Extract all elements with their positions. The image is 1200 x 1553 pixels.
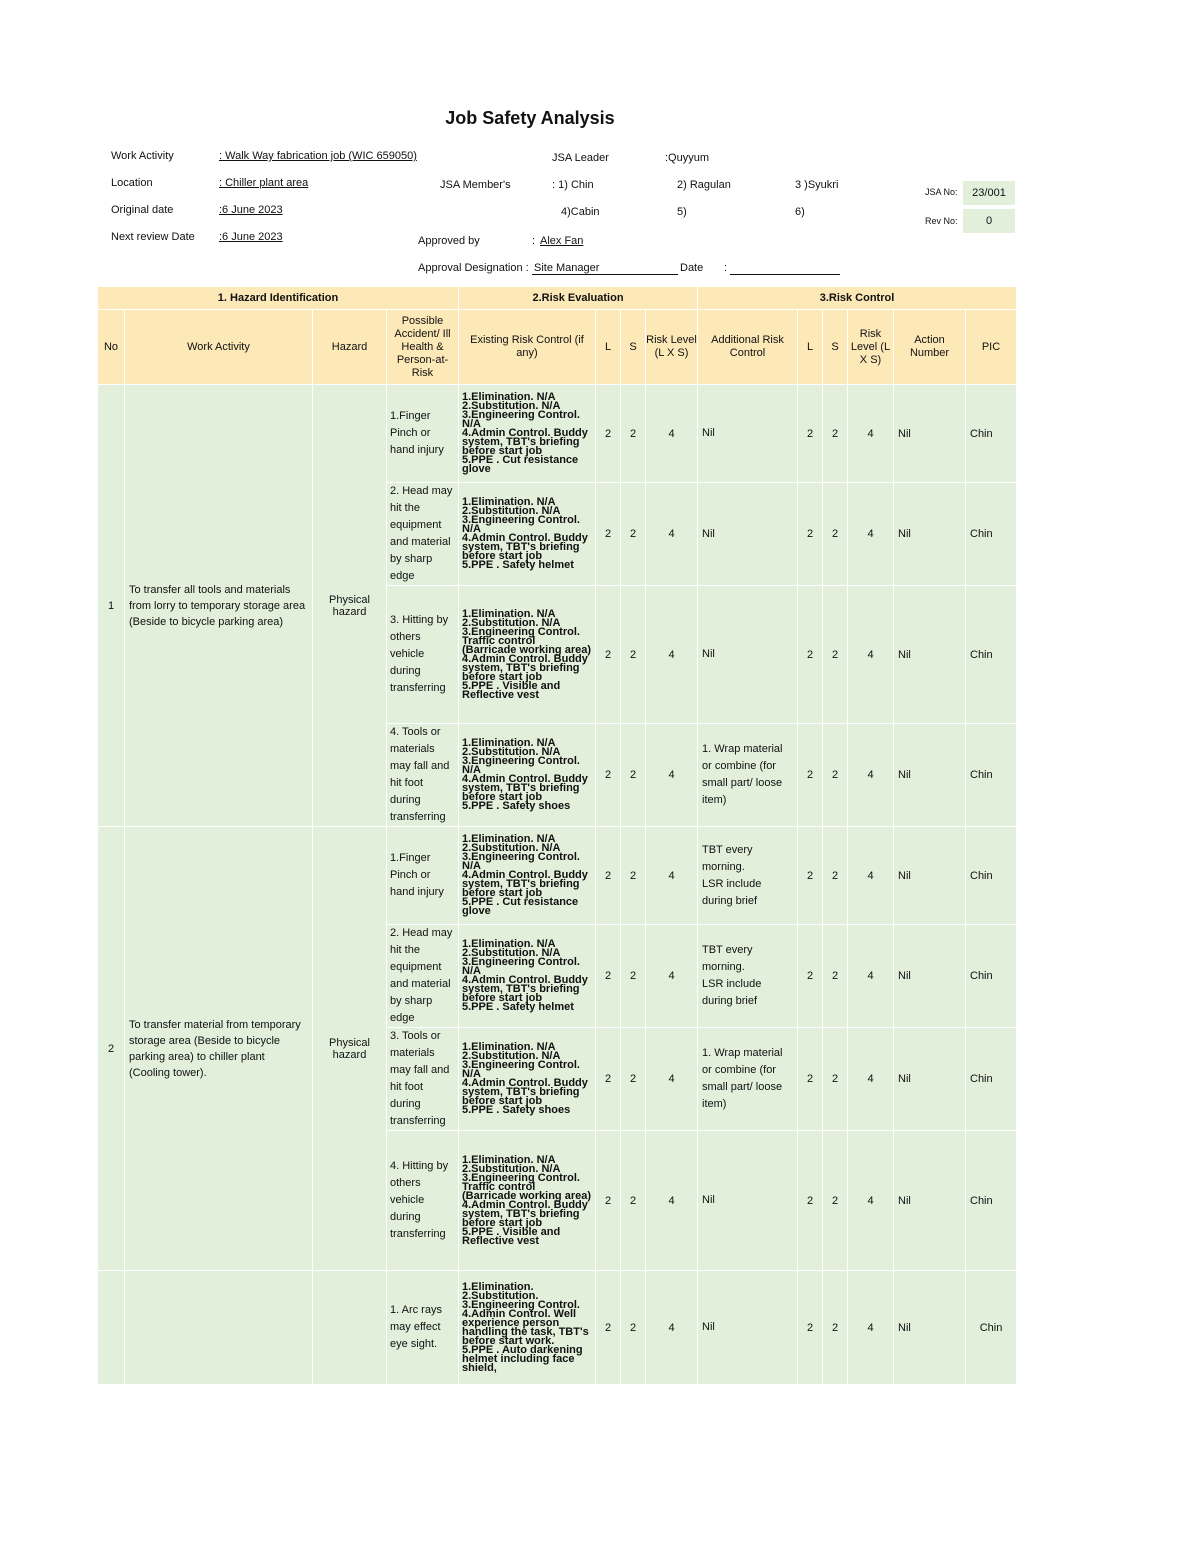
- likelihood-after-cell: 2: [798, 925, 823, 1028]
- likelihood-cell: 2: [596, 925, 621, 1028]
- jsa-no-value: 23/001: [963, 181, 1015, 205]
- possible-accident-cell: 2. Head may hit the equipment and material by sharp edge: [387, 483, 459, 586]
- col-header-l2: L: [798, 310, 823, 385]
- approved-by-value: Alex Fan: [540, 235, 584, 247]
- original-date-value: :6 June 2023: [219, 204, 283, 216]
- likelihood-cell: 2: [596, 827, 621, 925]
- jsa-leader-value: :Quyyum: [665, 152, 710, 164]
- member-4: 4)Cabin: [561, 206, 600, 218]
- risk-level-cell: 4: [646, 1028, 698, 1131]
- additional-control-cell: TBT every morning. LSR include during brief: [698, 925, 798, 1028]
- severity-cell: 2: [621, 827, 646, 925]
- pic-cell: Chin: [966, 827, 1017, 925]
- row-number: 2: [98, 827, 125, 1271]
- pic-cell: Chin: [966, 586, 1017, 724]
- col-header-possible-accident: Possible Accident/ Ill Health & Person-at-Risk: [387, 310, 459, 385]
- possible-accident-cell: 2. Head may hit the equipment and material by sharp edge: [387, 925, 459, 1028]
- work-activity-label: Work Activity: [111, 150, 174, 162]
- col-header-existing-control: Existing Risk Control (if any): [459, 310, 596, 385]
- risk-level-cell: 4: [646, 1131, 698, 1271]
- col-header-s2: S: [823, 310, 848, 385]
- action-number-cell: Nil: [894, 385, 966, 483]
- page-title: Job Safety Analysis: [445, 108, 615, 128]
- next-review-label: Next review Date: [111, 231, 195, 243]
- action-number-cell: Nil: [894, 724, 966, 827]
- severity-after-cell: 2: [823, 1271, 848, 1385]
- risk-level-after-cell: 4: [848, 483, 894, 586]
- severity-cell: 2: [621, 1271, 646, 1385]
- likelihood-after-cell: 2: [798, 724, 823, 827]
- action-number-cell: Nil: [894, 925, 966, 1028]
- member-5: 5): [677, 206, 687, 218]
- col-header-risk-level2: Risk Level (L X S): [848, 310, 894, 385]
- severity-after-cell: 2: [823, 586, 848, 724]
- severity-after-cell: 2: [823, 827, 848, 925]
- additional-control-cell: 1. Wrap material or combine (for small part/ loose item): [698, 724, 798, 827]
- risk-level-cell: 4: [646, 586, 698, 724]
- severity-after-cell: 2: [823, 1028, 848, 1131]
- pic-cell: Chin: [966, 925, 1017, 1028]
- risk-level-after-cell: 4: [848, 724, 894, 827]
- additional-control-cell: Nil: [698, 1131, 798, 1271]
- col-header-no: No: [98, 310, 125, 385]
- section-risk-evaluation: 2.Risk Evaluation: [459, 287, 698, 310]
- possible-accident-cell: 1.Finger Pinch or hand injury: [387, 385, 459, 483]
- severity-cell: 2: [621, 1131, 646, 1271]
- approved-by-label: Approved by: [418, 235, 480, 247]
- additional-control-cell: TBT every morning. LSR include during brief: [698, 827, 798, 925]
- col-header-additional-control: Additional Risk Control: [698, 310, 798, 385]
- approved-by-colon: :: [532, 235, 536, 247]
- likelihood-cell: 2: [596, 586, 621, 724]
- table-row: [98, 827, 1017, 925]
- severity-cell: 2: [621, 385, 646, 483]
- existing-control-cell: 1.Elimination. N/A 2.Substitution. N/A 3.Engineering Control. N/A 4.Admin Control. Buddy system, TBT's briefing before start job 5.PPE . Cut resistance glove: [459, 827, 596, 925]
- severity-after-cell: 2: [823, 385, 848, 483]
- action-number-cell: Nil: [894, 1131, 966, 1271]
- jsa-table: [97, 286, 1017, 1385]
- risk-level-after-cell: 4: [848, 925, 894, 1028]
- hazard-cell: [313, 1271, 387, 1385]
- possible-accident-cell: 3. Tools or materials may fall and hit foot during transferring: [387, 1028, 459, 1131]
- likelihood-after-cell: 2: [798, 483, 823, 586]
- additional-control-cell: Nil: [698, 385, 798, 483]
- existing-control-cell: 1.Elimination. N/A 2.Substitution. N/A 3.Engineering Control. N/A 4.Admin Control. Buddy system, TBT's briefing before start job 5.PPE . Safety shoes: [459, 724, 596, 827]
- col-header-hazard: Hazard: [313, 310, 387, 385]
- severity-after-cell: 2: [823, 1131, 848, 1271]
- risk-level-after-cell: 4: [848, 1131, 894, 1271]
- risk-level-after-cell: 4: [848, 385, 894, 483]
- col-header-risk-level: Risk Level (L X S): [646, 310, 698, 385]
- work-activity-cell: To transfer material from temporary storage area (Beside to bicycle parking area) to chiller plant (Cooling tower).: [125, 827, 313, 1271]
- rev-no-label: Rev No:: [925, 216, 958, 226]
- action-number-cell: Nil: [894, 1271, 966, 1385]
- existing-control-cell: 1.Elimination. N/A 2.Substitution. N/A 3.Engineering Control. Traffic control (Barricade working area) 4.Admin Control. Buddy system, TBT's briefing before start job 5.PPE . Visible and Reflective vest: [459, 1131, 596, 1271]
- pic-cell: Chin: [966, 1131, 1017, 1271]
- likelihood-after-cell: 2: [798, 1131, 823, 1271]
- approval-designation-value: Site Manager: [534, 262, 600, 274]
- severity-cell: 2: [621, 1028, 646, 1131]
- location-value: : Chiller plant area: [219, 177, 309, 189]
- member-2: 2) Ragulan: [677, 179, 731, 191]
- section-risk-control: 3.Risk Control: [698, 287, 1017, 310]
- possible-accident-cell: 4. Tools or materials may fall and hit foot during transferring: [387, 724, 459, 827]
- existing-control-cell: 1.Elimination. N/A 2.Substitution. N/A 3.Engineering Control. Traffic control (Barricade working area) 4.Admin Control. Buddy system, TBT's briefing before start job 5.PPE . Visible and Reflective vest: [459, 586, 596, 724]
- approval-designation-line: [532, 274, 678, 275]
- likelihood-after-cell: 2: [798, 1028, 823, 1131]
- severity-after-cell: 2: [823, 925, 848, 1028]
- additional-control-cell: Nil: [698, 483, 798, 586]
- additional-control-cell: Nil: [698, 1271, 798, 1385]
- existing-control-cell: 1.Elimination. N/A 2.Substitution. N/A 3.Engineering Control. N/A 4.Admin Control. Buddy system, TBT's briefing before start job 5.PPE . Safety shoes: [459, 1028, 596, 1131]
- likelihood-after-cell: 2: [798, 586, 823, 724]
- possible-accident-cell: 1. Arc rays may effect eye sight.: [387, 1271, 459, 1385]
- col-header-l: L: [596, 310, 621, 385]
- additional-control-cell: 1. Wrap material or combine (for small part/ loose item): [698, 1028, 798, 1131]
- work-activity-value: : Walk Way fabrication job (WIC 659050): [219, 150, 417, 162]
- member-3: 3 )Syukri: [795, 179, 839, 191]
- severity-after-cell: 2: [823, 724, 848, 827]
- hazard-cell: Physical hazard: [313, 385, 387, 827]
- likelihood-after-cell: 2: [798, 827, 823, 925]
- col-header-action-number: Action Number: [894, 310, 966, 385]
- member-6: 6): [795, 206, 805, 218]
- risk-level-after-cell: 4: [848, 1271, 894, 1385]
- jsa-no-label: JSA No:: [925, 187, 958, 197]
- next-review-value: :6 June 2023: [219, 231, 283, 243]
- likelihood-cell: 2: [596, 483, 621, 586]
- possible-accident-cell: 4. Hitting by others vehicle during transferring: [387, 1131, 459, 1271]
- hazard-cell: Physical hazard: [313, 827, 387, 1271]
- likelihood-cell: 2: [596, 385, 621, 483]
- section-hazard-identification: 1. Hazard Identification: [98, 287, 459, 310]
- risk-level-cell: 4: [646, 1271, 698, 1385]
- risk-level-cell: 4: [646, 385, 698, 483]
- member-1: : 1) Chin: [552, 179, 594, 191]
- action-number-cell: Nil: [894, 1028, 966, 1131]
- row-number: 1: [98, 385, 125, 827]
- existing-control-cell: 1.Elimination. N/A 2.Substitution. N/A 3.Engineering Control. N/A 4.Admin Control. Buddy system, TBT's briefing before start job 5.PPE . Safety helmet: [459, 925, 596, 1028]
- col-header-work-activity: Work Activity: [125, 310, 313, 385]
- severity-cell: 2: [621, 586, 646, 724]
- jsa-members-label: JSA Member's: [440, 179, 511, 191]
- pic-cell: Chin: [966, 1028, 1017, 1131]
- table-row: [98, 385, 1017, 483]
- pic-cell: Chin: [966, 483, 1017, 586]
- risk-level-cell: 4: [646, 724, 698, 827]
- pic-cell: Chin: [966, 724, 1017, 827]
- risk-level-cell: 4: [646, 925, 698, 1028]
- likelihood-cell: 2: [596, 724, 621, 827]
- action-number-cell: Nil: [894, 827, 966, 925]
- additional-control-cell: Nil: [698, 586, 798, 724]
- col-header-s: S: [621, 310, 646, 385]
- possible-accident-cell: 3. Hitting by others vehicle during transferring: [387, 586, 459, 724]
- date-line: [730, 274, 840, 275]
- severity-after-cell: 2: [823, 483, 848, 586]
- risk-level-cell: 4: [646, 483, 698, 586]
- action-number-cell: Nil: [894, 586, 966, 724]
- possible-accident-cell: 1.Finger Pinch or hand injury: [387, 827, 459, 925]
- severity-cell: 2: [621, 724, 646, 827]
- pic-cell: Chin: [966, 385, 1017, 483]
- date-label: Date: [680, 262, 704, 274]
- severity-cell: 2: [621, 483, 646, 586]
- rev-no-value: 0: [963, 209, 1015, 233]
- risk-level-after-cell: 4: [848, 827, 894, 925]
- work-activity-cell: [125, 1271, 313, 1385]
- likelihood-after-cell: 2: [798, 385, 823, 483]
- existing-control-cell: 1.Elimination. N/A 2.Substitution. N/A 3.Engineering Control. N/A 4.Admin Control. Buddy system, TBT's briefing before start job 5.PPE . Cut resistance glove: [459, 385, 596, 483]
- risk-level-after-cell: 4: [848, 1028, 894, 1131]
- date-colon: :: [724, 262, 728, 274]
- col-header-pic: PIC: [966, 310, 1017, 385]
- risk-level-cell: 4: [646, 827, 698, 925]
- approval-designation-label: Approval Designation :: [418, 262, 529, 274]
- table-row: [98, 1271, 1017, 1385]
- work-activity-cell: To transfer all tools and materials from lorry to temporary storage area (Beside to bicycle parking area): [125, 385, 313, 827]
- existing-control-cell: 1.Elimination. N/A 2.Substitution. N/A 3.Engineering Control. N/A 4.Admin Control. Buddy system, TBT's briefing before start job 5.PPE . Safety helmet: [459, 483, 596, 586]
- likelihood-cell: 2: [596, 1028, 621, 1131]
- likelihood-after-cell: 2: [798, 1271, 823, 1385]
- severity-cell: 2: [621, 925, 646, 1028]
- likelihood-cell: 2: [596, 1271, 621, 1385]
- action-number-cell: Nil: [894, 483, 966, 586]
- location-label: Location: [111, 177, 153, 189]
- likelihood-cell: 2: [596, 1131, 621, 1271]
- risk-level-after-cell: 4: [848, 586, 894, 724]
- original-date-label: Original date: [111, 204, 174, 216]
- existing-control-cell: 1.Elimination. 2.Substitution. 3.Engineering Control. 4.Admin Control. Well experience person handling the task, TBT's before start work. 5.PPE . Auto darkening helmet including face shield,: [459, 1271, 596, 1385]
- jsa-leader-label: JSA Leader: [552, 152, 609, 164]
- pic-cell: Chin: [966, 1271, 1017, 1385]
- row-number: [98, 1271, 125, 1385]
